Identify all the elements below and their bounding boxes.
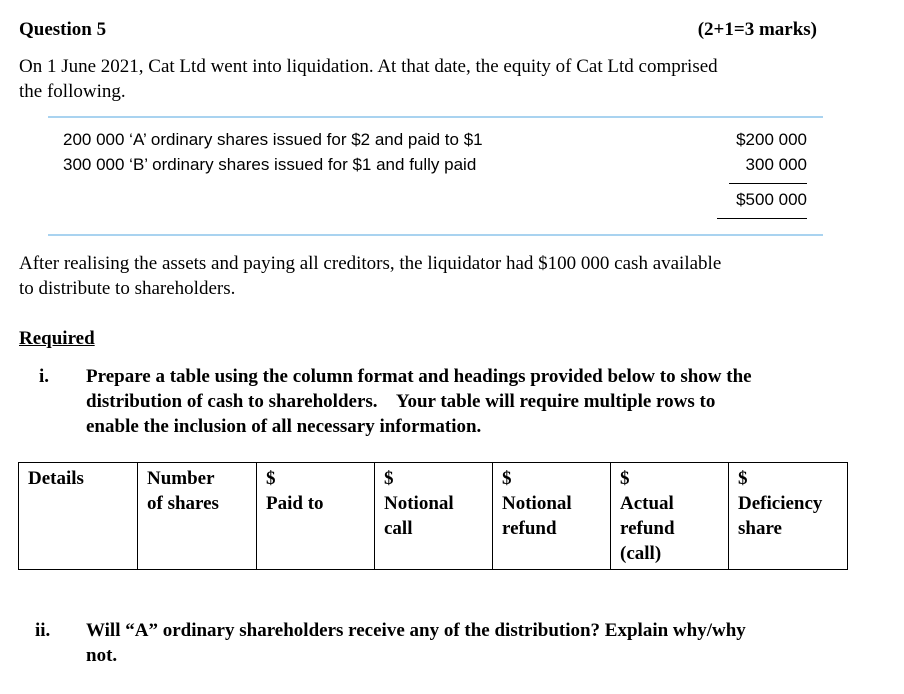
col-details: [19, 463, 138, 570]
question-title: Question 5: [19, 19, 107, 40]
table-header-row: [19, 463, 848, 570]
equity-total: $500 000: [736, 190, 807, 209]
equity-row-1-desc: 200 000 ‘A’ ordinary shares issued for $2 and paid to $1: [63, 130, 483, 149]
item-1-line-1: Prepare a table using the column format and headings provided below to show the: [86, 366, 752, 387]
col-actual-refund-line-3: (call): [620, 543, 662, 564]
subtotal-underline: [729, 183, 807, 184]
col-notional-call-line-1: Notional: [384, 493, 454, 514]
col-actual-refund: [611, 463, 729, 570]
col-number-line-2: of shares: [147, 493, 219, 514]
after-line-1: After realising the assets and paying all creditors, the liquidator had $100 000 cash available: [19, 253, 722, 274]
equity-row-2-desc: 300 000 ‘B’ ordinary shares issued for $1 and fully paid: [63, 155, 477, 174]
question-marks: (2+1=3 marks): [697, 19, 817, 40]
col-paid-to: [257, 463, 375, 570]
item-1-line-3: enable the inclusion of all necessary information.: [86, 416, 482, 437]
col-paid-to-label: Paid to: [266, 493, 324, 514]
equity-row-1-amount: $200 000: [736, 130, 807, 149]
intro-line-1: On 1 June 2021, Cat Ltd went into liquidation. At that date, the equity of Cat Ltd comprised: [19, 56, 718, 77]
col-notional-refund-line-2: refund: [502, 518, 557, 539]
col-paid-to-currency: $: [266, 468, 276, 489]
col-deficiency-share: [729, 463, 848, 570]
col-actual-refund-line-2: refund: [620, 518, 675, 539]
col-actual-refund-currency: $: [620, 468, 630, 489]
col-deficiency-line-1: Deficiency: [738, 493, 823, 514]
item-1-marker: i.: [39, 366, 50, 387]
col-deficiency-currency: $: [738, 468, 748, 489]
col-number-of-shares: [138, 463, 257, 570]
intro-line-2: the following.: [19, 81, 126, 102]
after-line-2: to distribute to shareholders.: [19, 278, 236, 299]
item-2-line-2: not.: [86, 645, 118, 666]
col-notional-refund-currency: $: [502, 468, 512, 489]
col-number-line-1: Number: [147, 468, 215, 489]
bottom-rule: [48, 234, 823, 236]
col-notional-call-line-2: call: [384, 518, 413, 539]
col-notional-call-currency: $: [384, 468, 394, 489]
item-1-line-2: distribution of cash to shareholders. Your table will require multiple rows to: [86, 391, 716, 412]
top-rule: [48, 116, 823, 118]
col-notional-refund-line-1: Notional: [502, 493, 572, 514]
col-notional-refund: [493, 463, 611, 570]
distribution-table: [18, 462, 848, 570]
total-underline: [717, 218, 807, 219]
item-2-line-1: Will “A” ordinary shareholders receive any of the distribution? Explain why/why: [86, 620, 746, 641]
item-2-marker: ii.: [35, 620, 51, 641]
equity-row-2-amount: 300 000: [745, 155, 807, 174]
col-actual-refund-line-1: Actual: [620, 493, 674, 514]
col-details-label: Details: [28, 468, 84, 489]
required-heading: Required: [19, 328, 95, 349]
col-notional-call: [375, 463, 493, 570]
col-deficiency-line-2: share: [738, 518, 782, 539]
